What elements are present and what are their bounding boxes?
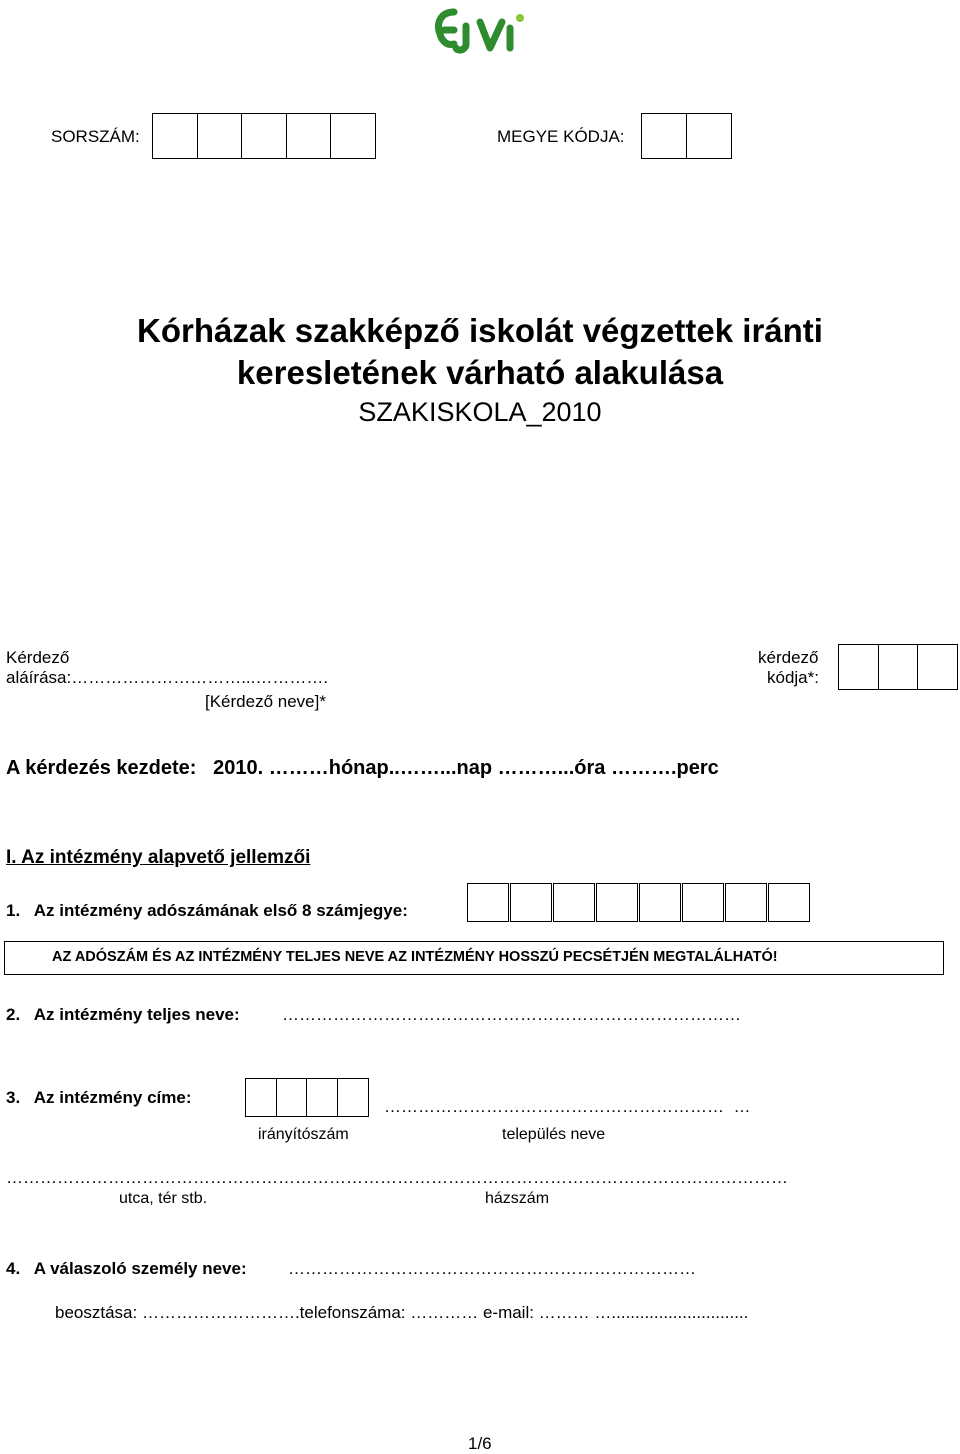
section-1-title: I. Az intézmény alapvető jellemzői <box>6 847 311 868</box>
zip-code-boxes[interactable] <box>245 1078 369 1117</box>
tax-box-6[interactable] <box>682 883 724 922</box>
tax-box-3[interactable] <box>553 883 595 922</box>
interviewer-name-hint: [Kérdező neve]* <box>205 692 326 711</box>
interviewer-label: Kérdező <box>6 648 70 667</box>
tax-box-8[interactable] <box>768 883 810 922</box>
zip-box-2[interactable] <box>276 1078 308 1117</box>
sorszam-box-1[interactable] <box>152 113 198 159</box>
street-label: utca, tér stb. <box>119 1190 208 1207</box>
megye-box-2[interactable] <box>686 113 732 159</box>
subtitle: SZAKISKOLA_2010 <box>358 397 602 427</box>
sorszam-boxes[interactable] <box>152 113 376 159</box>
sorszam-box-5[interactable] <box>330 113 376 159</box>
interview-start-line[interactable]: A kérdezés kezdete: 2010. ………hónap..……...nap ………...óra ……….perc <box>6 757 719 779</box>
q2-label: 2. Az intézmény teljes neve: <box>6 1005 240 1024</box>
q3-label: 3. Az intézmény címe: <box>6 1088 192 1107</box>
title-line-1: Kórházak szakképző iskolát végzettek iránti <box>137 312 823 349</box>
notice-box: AZ ADÓSZÁM ÉS AZ INTÉZMÉNY TELJES NEVE AZ INTÉZMÉNY HOSSZÚ PECSÉTJÉN MEGTALÁLHATÓ! <box>4 941 944 975</box>
tax-number-boxes[interactable] <box>467 883 810 922</box>
q4-label: 4. A válaszoló személy neve: <box>6 1259 247 1278</box>
interviewer-code-boxes[interactable] <box>838 644 958 690</box>
interviewer-code-label-2: kódja*: <box>767 668 819 687</box>
tax-box-1[interactable] <box>467 883 509 922</box>
institution-name-field[interactable]: ……………………………………………………………………… <box>282 1005 741 1024</box>
tax-box-7[interactable] <box>725 883 767 922</box>
megye-code-boxes[interactable] <box>641 113 732 159</box>
street-field[interactable]: ………………………………………………………………………………………………………………………… <box>6 1168 788 1187</box>
tax-box-2[interactable] <box>510 883 552 922</box>
zip-box-4[interactable] <box>337 1078 369 1117</box>
interviewer-signature-line[interactable]: aláírása:…………………………...…………. <box>6 668 329 687</box>
zip-box-1[interactable] <box>245 1078 277 1117</box>
tax-box-4[interactable] <box>596 883 638 922</box>
interviewer-code-label-1: kérdező <box>758 648 819 667</box>
interviewer-code-box-1[interactable] <box>838 644 879 690</box>
sorszam-box-4[interactable] <box>286 113 332 159</box>
q1-label: 1. Az intézmény adószámának első 8 számjegye: <box>6 901 408 920</box>
page-number: 1/6 <box>468 1434 492 1453</box>
zip-box-3[interactable] <box>306 1078 338 1117</box>
sorszam-box-2[interactable] <box>197 113 243 159</box>
megye-label: MEGYE KÓDJA: <box>497 127 625 146</box>
respondent-name-field[interactable]: ……………………………………………………………… <box>288 1259 696 1278</box>
sorszam-label: SORSZÁM: <box>51 127 140 146</box>
respondent-details-line[interactable]: beosztása: ……………………….telefonszáma: ………… e-mail: ……… …............................. <box>55 1303 749 1322</box>
gvi-logo-icon <box>432 4 528 56</box>
interviewer-code-box-2[interactable] <box>878 644 919 690</box>
zip-label: irányítószám <box>258 1126 349 1143</box>
tax-box-5[interactable] <box>639 883 681 922</box>
house-number-label: házszám <box>485 1190 550 1207</box>
settlement-field[interactable]: …………………………………………………… … <box>384 1097 751 1116</box>
settlement-label: település neve <box>502 1126 606 1143</box>
title-line-2: keresletének várható alakulása <box>236 354 724 391</box>
sorszam-box-3[interactable] <box>241 113 287 159</box>
megye-box-1[interactable] <box>641 113 687 159</box>
interviewer-code-box-3[interactable] <box>917 644 958 690</box>
